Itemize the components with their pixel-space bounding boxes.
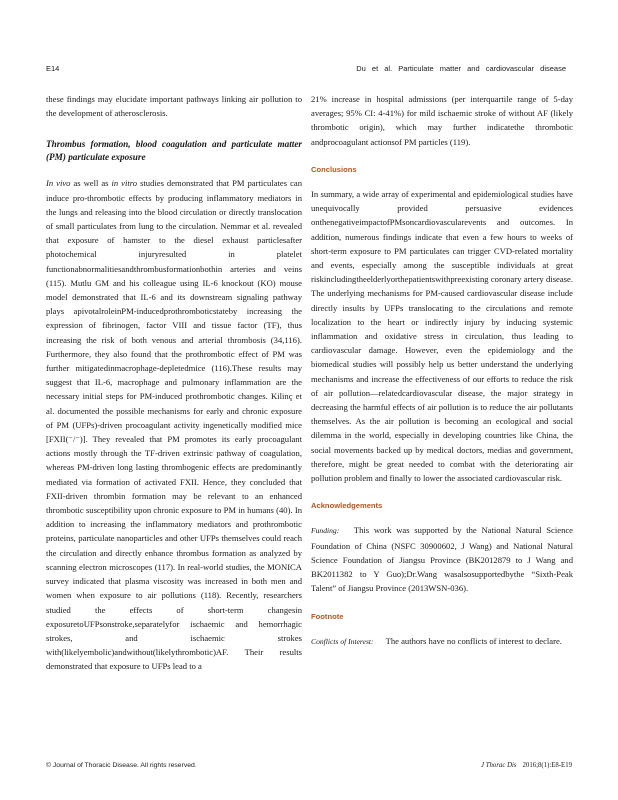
page-label: E14 bbox=[46, 64, 60, 73]
right-column bbox=[311, 92, 573, 649]
funding-label: Funding: bbox=[311, 526, 340, 536]
funding-paragraph bbox=[311, 523, 573, 595]
running-header bbox=[46, 64, 572, 78]
in-vitro-term: in vitro bbox=[111, 178, 138, 189]
left-column bbox=[46, 92, 302, 674]
conclusions-paragraph: In summary, a wide array of experimental and epidemiological studies have unequivocally provided persuasive evidences onthenegativeimpactofPMsoncardiovascularevents and outcomes. In addition, numerous findings indicate that even a few hours to weeks of short-term exposure to PM particulates can trigger CVD-related mortality and events, especially among the susceptible individuals at great riskincludingtheelderlyorthepatientswithpreexisting coronary artery disease. The underlying mechanisms for PM-caused cardiovascular disease include directly insults by UFPs translocating to the circulations and remote localization to the heart or indirectly injury by inducing systemic inflammation and oxidative stress in circulation, thus leading to cardiovascular damage. However, even the epidemiology and the biomedical studies will possibly help us better understand the underlying mechanisms and increase the effectiveness of our efforts to reduce the risk of air pollution—relatedcardiovascular disease, the major strategy in decreasing the harmful effects of air pollution is to reduce the air pollutants themselves. As the air pollution is becoming an ecological and social dilemma in the world, especially in developing countries like China, the social movements backed up by medical doctors, medias and government, therefore, might be great needed to combat with the deteriorating air pollution problem and finally to lower the associated cardiovascular risk. bbox=[311, 189, 573, 484]
journal-abbr: J Thorac Dis bbox=[481, 762, 517, 769]
thrombus-paragraph bbox=[46, 176, 302, 673]
running-title: Du et al. Particulate matter and cardiovascular disease bbox=[356, 64, 566, 73]
section-title: Thrombus formation, blood coagulation and particulate matter (PM) particulate exposure bbox=[46, 139, 302, 163]
citation: 2016;8(1):E8-E19 bbox=[522, 762, 572, 769]
coi-label: Conflicts of Interest: bbox=[311, 636, 374, 646]
conclusions-heading: Conclusions bbox=[311, 164, 357, 174]
footnote-heading: Footnote bbox=[311, 611, 344, 621]
copyright-notice: © Journal of Thoracic Disease. All rights reserved. bbox=[46, 762, 197, 769]
continued-paragraph: 21% increase in hospital admissions (per interquartile range of 5-day averages; 95% CI: 4-41%) for mild ischaemic stroke of without AF (likely thrombotic origin), which may further indicatethe thrombotic andprocoagulant actionsof PM particles (119). bbox=[311, 94, 573, 147]
intro-paragraph: these findings may elucidate important pathways linking air pollution to the development of atherosclerosis. bbox=[46, 94, 302, 119]
coi-text: The authors have no conflicts of interest to declare. bbox=[383, 635, 562, 646]
in-vivo-term: In vivo bbox=[46, 178, 71, 189]
acknowledgements-heading: Acknowledgements bbox=[311, 501, 383, 511]
funding-text: This work was supported by the National Natural Science Foundation of China (NSFC 30900602, J Wang) and National Natural Science Foundation of Jiangsu Province (BK2012879 to J Wang and BK2011382 to Y Guo);Dr.Wang wasalsosupportedbythe “Sixth-Peak Talent” of Jiangsu Province (2013WSN-036). bbox=[311, 525, 573, 594]
connector-text: as well as bbox=[70, 178, 112, 189]
citation-block bbox=[481, 762, 572, 769]
thrombus-body: studies demonstrated that PM particulates can induce pro-thrombotic effects by producing inflammatory mediators in the lungs and releasing into the blood circulation or directly translocation of small particulates from lung to the circulation. Nemmar et al. revealed that exposure of hamster to the diesel exhaust particlesafter photochemical injuryresulted in platelet functionabnormalitiesandthrombusformationbothin arteries and veins (115). Mutlu GM and his colleague using IL-6 knockout (KO) mouse model demonstrated that IL-6 and its downstream signaling pathway plays apivotalroleinPM-inducedprothromboticstateby increasing the expression of fibrinogen, factor VIII and tissue factor (TF), thus increasing the risk of both venous and arterial thrombosis (34,116). Furthermore, they also found that the prothrombotic effect of PM was further mitigatedinmacrophage-depletedmice (116).These results may suggest that IL-6, macrophage and pulmonary inflammation are the necessary initial steps for PM-induced prothrombotic changes. Kilinç et al. documented the possible mechanisms for early and chronic exposure of PM (UFPs)-driven procoagulant activity ingenetically modified mice [FXII(⁻/⁻)]. They revealed that PM promotes its early procoagulant actions mostly through the TF-driven extrinsic pathway of coagulation, whereas PM-driven long lasting thrombogenic effects are predominantly mediated via formation of activated FXII. Hence, they concluded that FXII-driven thrombin formation may be relevant to an enhanced thrombotic susceptibility upon chronic exposure to PM in humans (40). In addition to increasing the inflammatory mediators and prothrombotic proteins, particulate nanoparticles and other UFPs themselves could reach the circulation and directly enhance thrombus formation as analyzed by scanning electron microscopes (117). In real-world studies, the MONICA survey indicated that plasma viscosity was increased in both men and women when exposure to air pollutions (118). Recently, researchers studied the effects of short-term changesin exposuretoUFPsonstroke,separatelyfor ischaemic and hemorrhagic strokes, and ischaemic strokes with(likelyembolic)andwithout(likelythrombotic)AF. Their results demonstrated that exposure to UFPs lead to a bbox=[46, 178, 302, 672]
coi-paragraph bbox=[311, 634, 573, 649]
